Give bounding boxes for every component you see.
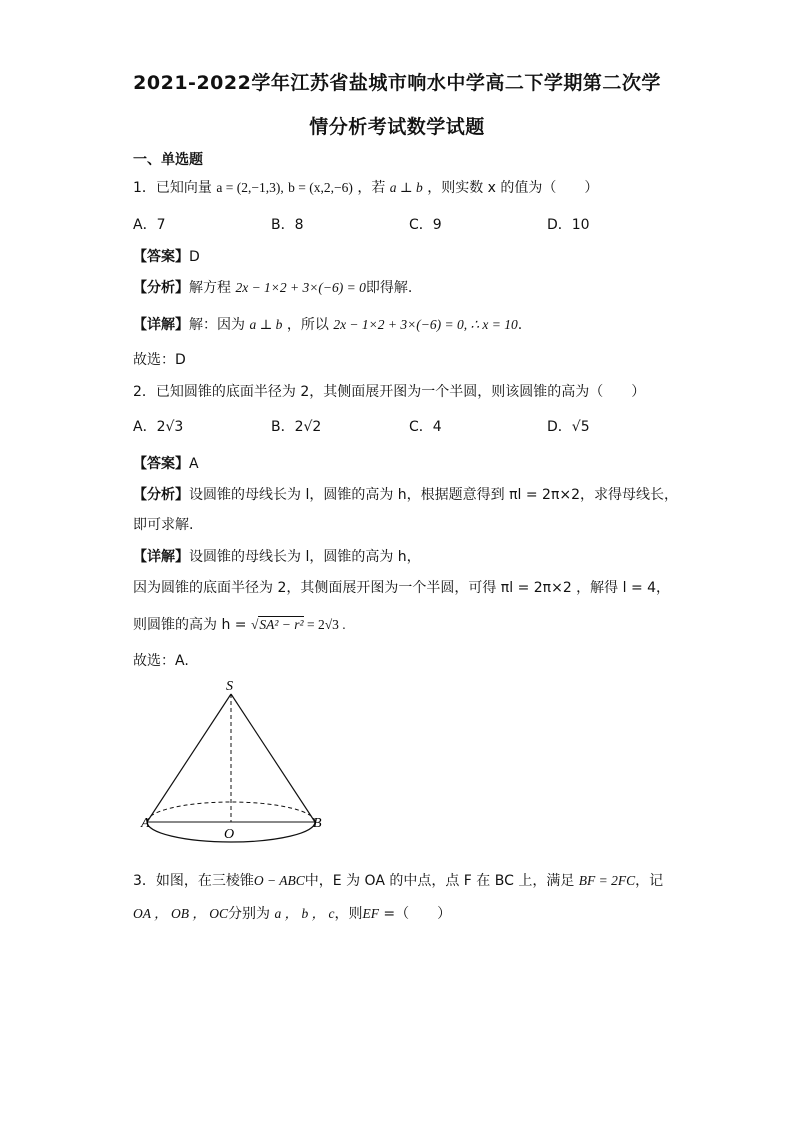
q1-option-b: B．8 xyxy=(271,217,304,233)
q2-answer xyxy=(133,453,199,473)
q2-choice: 故选：A. xyxy=(133,653,189,669)
label-center-o: O xyxy=(224,827,235,842)
q1-detail-condition: a ⊥ b xyxy=(249,317,283,332)
q3-stem-line-2 xyxy=(133,902,451,923)
q1-answer-value: D xyxy=(189,249,200,265)
q2-height-post: = 2√3 . xyxy=(303,617,346,632)
cone-right-edge xyxy=(231,694,315,822)
q3-mid: 中，E 为 OA 的中点，点 F 在 BC 上，满足 xyxy=(304,873,575,889)
q1-vector-a: a = (2,−1,3), xyxy=(216,180,284,195)
q2-analysis-line-1: 设圆锥的母线长为 l，圆锥的高为 h，根据题意得到 πl = 2π×2，求得母线长， xyxy=(189,487,679,503)
q2-option-a: A．2√3 xyxy=(133,419,184,435)
q1-suffix: ，则实数 x 的值为（ ） xyxy=(427,180,599,196)
q3-prefix: 3．如图，在三棱锥 xyxy=(133,873,254,889)
q2-answer-tag: 【答案】 xyxy=(133,456,189,472)
q2-sqrt-body: SA² − r² xyxy=(259,617,304,632)
q3-ef-vector: EF xyxy=(362,906,379,921)
q1-prefix: 1．已知向量 xyxy=(133,180,212,196)
q1-detail-pre: 解：因为 xyxy=(189,317,245,333)
q1-detail xyxy=(133,314,522,334)
q2-detail-line-3 xyxy=(133,614,346,634)
q1-condition: a ⊥ b xyxy=(389,180,423,195)
q1-analysis-tag: 【分析】 xyxy=(133,280,189,296)
q3-tetrahedron: O − ABC xyxy=(253,873,305,888)
q3-stem-line-1 xyxy=(133,870,663,890)
q2-detail-line-2: 因为圆锥的底面半径为 2，其侧面展开图为一个半圆，可得 πl = 2π×2 ，解得 l = 4， xyxy=(133,580,671,596)
q3-mid-2: 分别为 xyxy=(228,906,271,922)
q1-analysis-text: 解方程 xyxy=(189,280,231,296)
cone-base-back-arc xyxy=(147,802,315,822)
q2-analysis-tag: 【分析】 xyxy=(133,487,189,503)
q3-tail: =（ ） xyxy=(378,906,452,922)
q1-option-a: A．7 xyxy=(133,217,166,233)
cone-figure xyxy=(130,672,340,844)
cone-left-edge xyxy=(147,694,231,822)
label-point-a: A xyxy=(141,816,150,831)
q3-ratio-equation: BF = 2FC xyxy=(578,873,636,888)
q1-detail-end: . xyxy=(517,317,523,333)
q2-stem: 2．已知圆锥的底面半径为 2，其侧面展开图为一个半圆，则该圆锥的高为（ ） xyxy=(133,384,646,400)
q1-option-c: C．9 xyxy=(409,217,442,233)
q2-detail-tag: 【详解】 xyxy=(133,549,189,565)
q3-line-1-end: ，记 xyxy=(635,873,664,889)
q1-stem xyxy=(133,177,598,197)
q2-height-pre: 则圆锥的高为 h = xyxy=(133,617,251,633)
q1-detail-mid: ，所以 xyxy=(286,317,329,333)
q2-detail-line-1: 设圆锥的母线长为 l，圆锥的高为 h， xyxy=(189,549,421,565)
q2-option-b: B．2√2 xyxy=(271,419,322,435)
section-heading: 一、单选题 xyxy=(133,152,203,168)
q1-option-d: D．10 xyxy=(547,217,590,233)
q3-vectors: OA ， OB ， OC xyxy=(133,906,229,921)
q1-choice: 故选：D xyxy=(133,352,186,368)
q3-abc: a ， b ， c xyxy=(274,906,335,921)
q1-detail-tag: 【详解】 xyxy=(133,317,189,333)
q1-analysis xyxy=(133,277,412,297)
q2-option-c: C．4 xyxy=(409,419,442,435)
label-apex-s: S xyxy=(226,679,233,694)
q1-analysis-equation: 2x − 1×2 + 3×(−6) = 0 xyxy=(235,280,366,295)
q1-answer xyxy=(133,246,200,266)
q2-option-d: D．√5 xyxy=(547,419,590,435)
label-point-b: B xyxy=(313,816,322,831)
q1-analysis-end: 即得解. xyxy=(365,280,413,296)
q1-answer-tag: 【答案】 xyxy=(133,249,189,265)
q2-analysis-line-2: 即可求解. xyxy=(133,517,194,533)
q2-sqrt-sign: √ xyxy=(250,617,259,632)
page-title-line-2: 情分析考试数学试题 xyxy=(309,116,485,138)
q2-detail xyxy=(133,546,421,566)
q1-mid: ，若 xyxy=(357,180,386,196)
q1-vector-b: b = (x,2,−6) xyxy=(288,180,353,195)
q2-answer-value: A xyxy=(189,456,199,472)
q1-detail-equation: 2x − 1×2 + 3×(−6) = 0, ∴ x = 10 xyxy=(333,317,518,332)
q3-line-2-end: ，则 xyxy=(334,906,363,922)
page-title-line-1: 2021-2022学年江苏省盐城市响水中学高二下学期第二次学 xyxy=(133,72,661,94)
q2-analysis xyxy=(133,484,678,504)
